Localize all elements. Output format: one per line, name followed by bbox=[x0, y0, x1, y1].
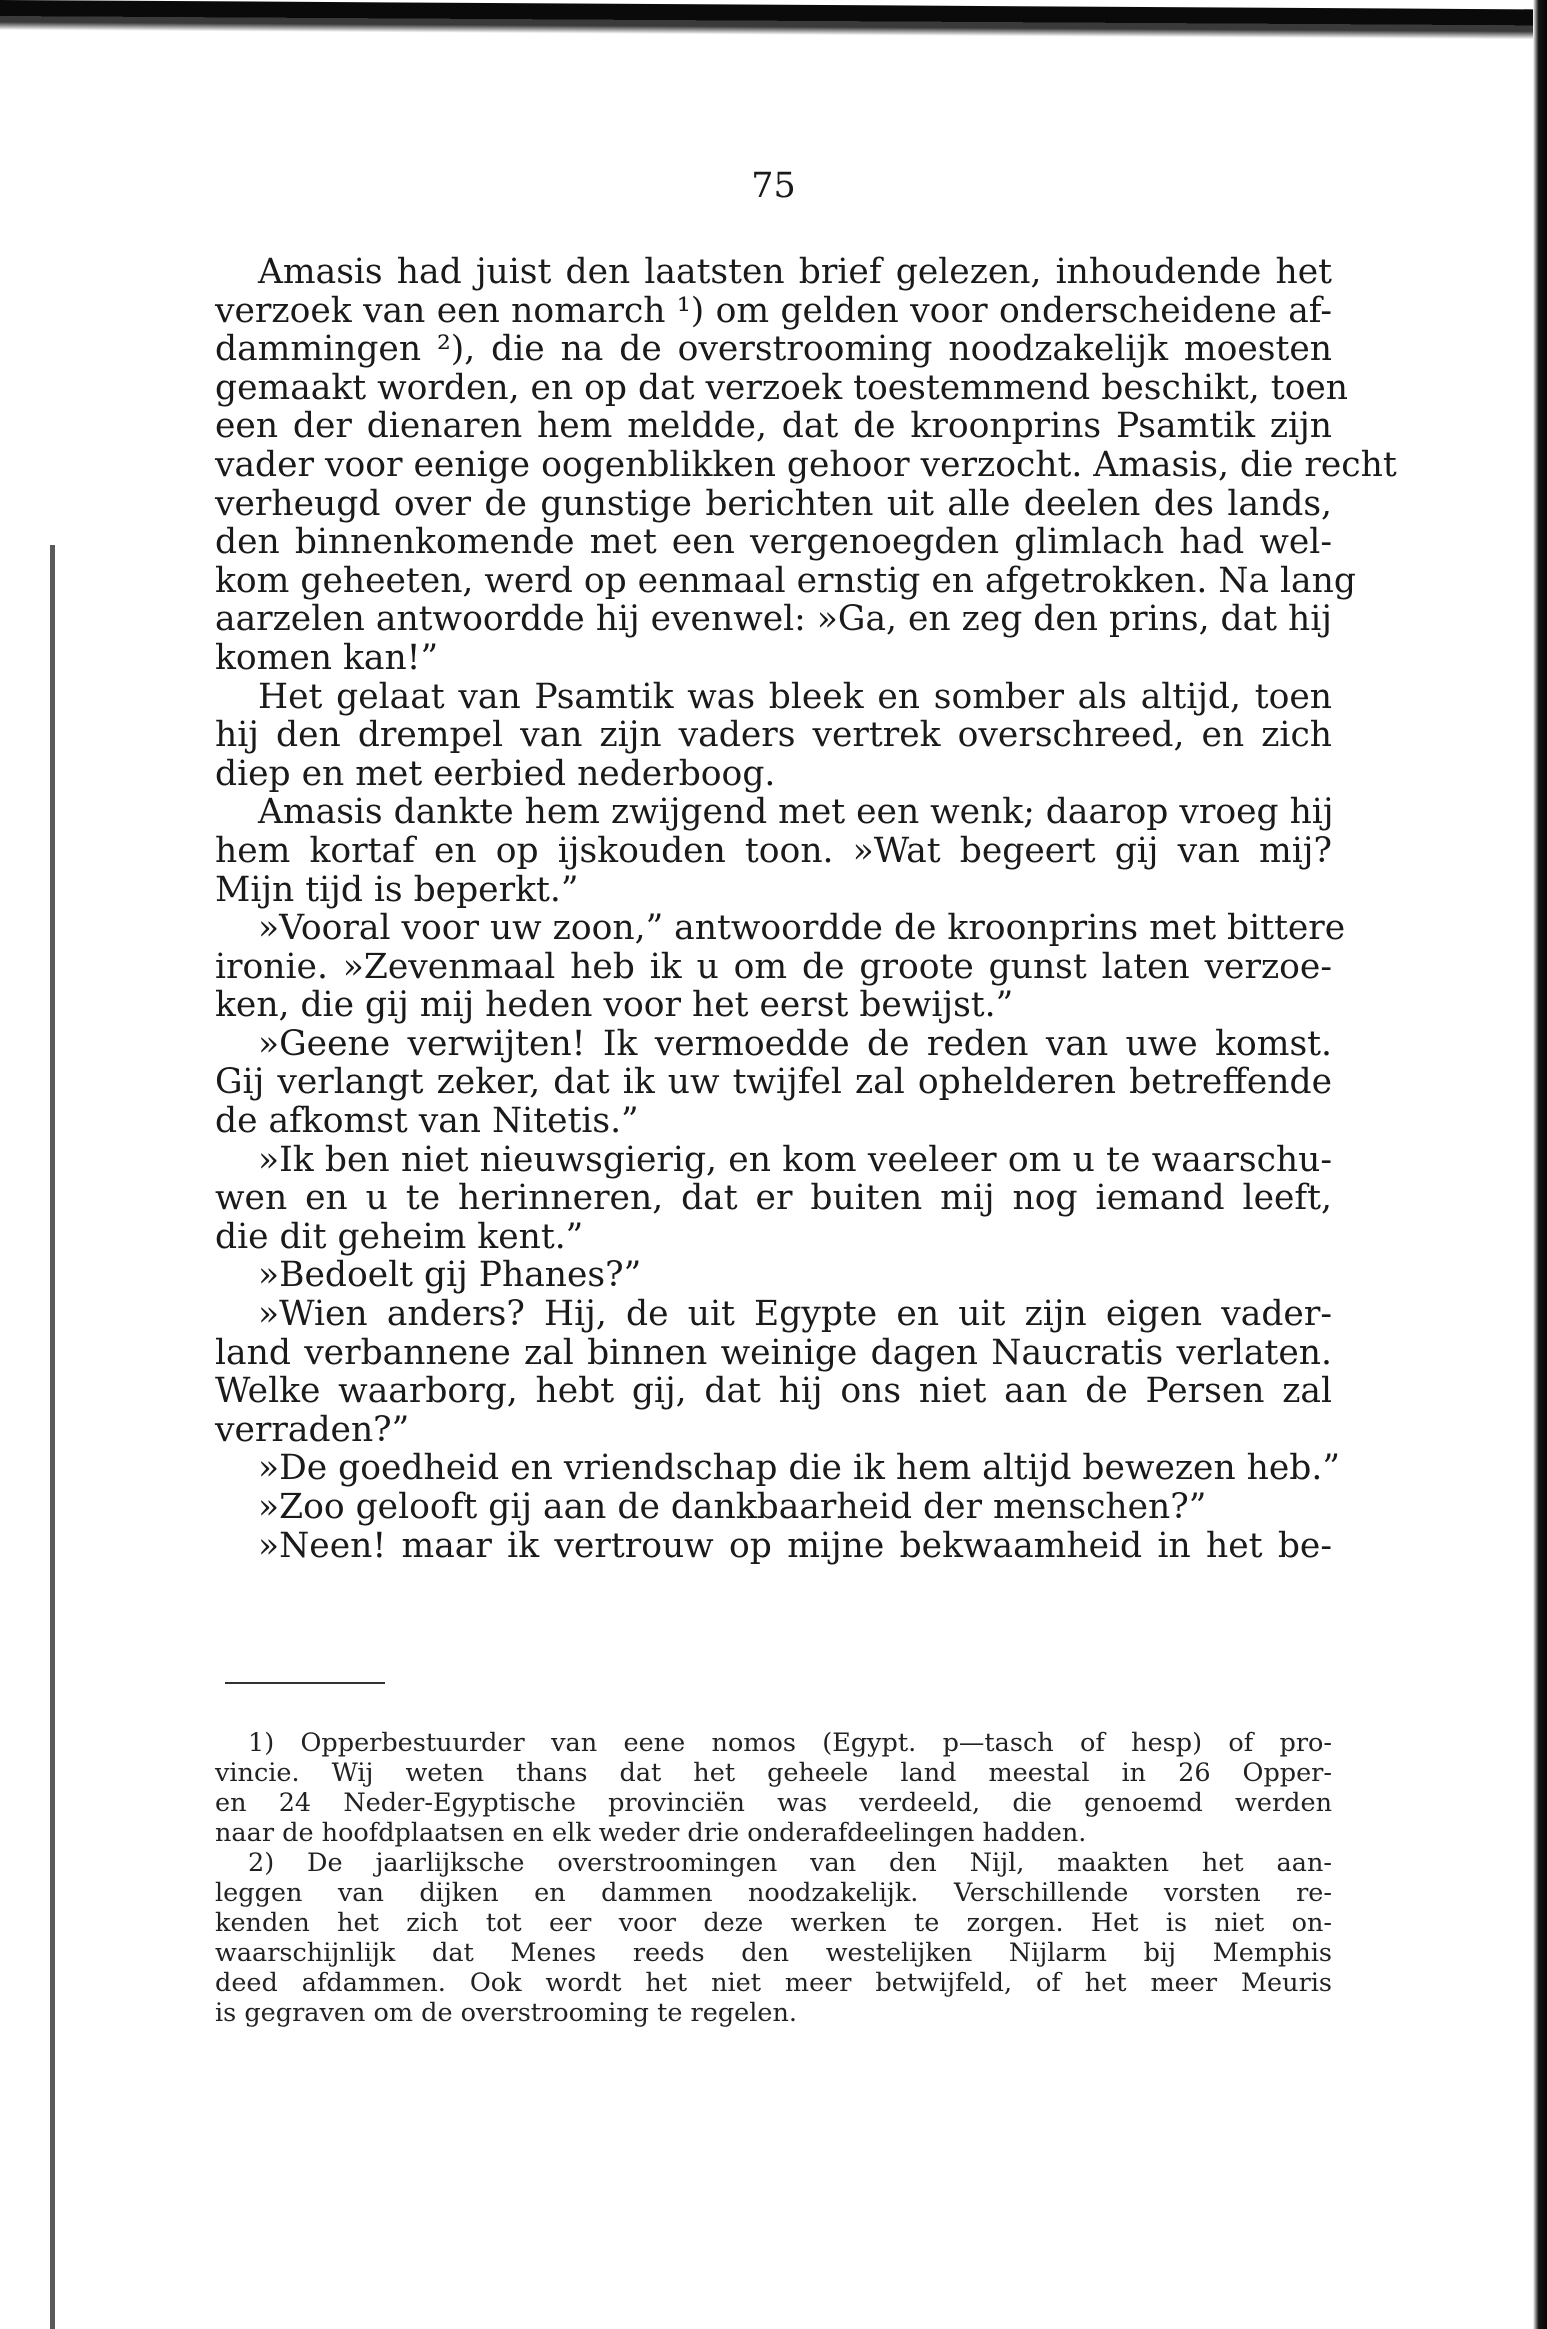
text-line: verraden?” bbox=[215, 1409, 410, 1450]
text-line: verheugd over de gunstige berichten uit alle deelen des lands, bbox=[215, 483, 1332, 524]
footnote-line: vincie. Wij weten thans dat het geheele land meestal in 26 Opper- bbox=[215, 1758, 1332, 1788]
text-line: verzoek van een nomarch ¹) om gelden voor onderscheidene af- bbox=[215, 290, 1332, 331]
text-line: »De goedheid en vriendschap die ik hem altijd bewezen heb.” bbox=[258, 1448, 1340, 1489]
text-line: diep en met eerbied nederboog. bbox=[215, 753, 776, 794]
text-line: aarzelen antwoordde hij evenwel: »Ga, en zeg den prins, dat hij bbox=[215, 599, 1332, 640]
text-line: »Zoo gelooft gij aan de dankbaarheid der menschen?” bbox=[258, 1487, 1207, 1527]
footnote-line: naar de hoofdplaatsen en elk weder drie onderafdeelingen hadden. bbox=[215, 1818, 1087, 1848]
text-line: komen kan!” bbox=[215, 637, 439, 678]
text-line: »Ik ben niet nieuwsgierig, en kom veeleer om u te waarschu- bbox=[258, 1139, 1332, 1180]
footnote-line: en 24 Neder-Egyptische provinciën was verdeeld, die genoemd werden bbox=[215, 1788, 1332, 1818]
footnote-line: deed afdammen. Ook wordt het niet meer betwijfeld, of het meer Meuris bbox=[215, 1968, 1332, 1998]
text-line: de afkomst van Nitetis.” bbox=[215, 1101, 639, 1142]
text-line: »Wien anders? Hij, de uit Egypte en uit zijn eigen vader- bbox=[258, 1294, 1332, 1335]
text-line: wen en u te herinneren, dat er buiten mij nog iemand leeft, bbox=[215, 1178, 1332, 1219]
text-line: Amasis dankte hem zwijgend met een wenk; daarop vroeg hij bbox=[258, 792, 1334, 833]
text-line: een der dienaren hem meldde, dat de kroonprins Psamtik zijn bbox=[215, 406, 1332, 447]
text-line: Gij verlangt zeker, dat ik uw twijfel zal ophelderen betreffende bbox=[215, 1062, 1332, 1103]
footnote-line: 2) De jaarlijksche overstroomingen van den Nijl, maakten het aan- bbox=[248, 1848, 1332, 1878]
page-number: 75 bbox=[751, 166, 796, 206]
text-line: hij den drempel van zijn vaders vertrek overschreed, en zich bbox=[215, 715, 1332, 756]
text-line: Het gelaat van Psamtik was bleek en somber als altijd, toen bbox=[258, 676, 1332, 717]
text-line: land verbannene zal binnen weinige dagen Naucratis verlaten. bbox=[215, 1332, 1332, 1373]
text-line: dammingen ²), die na de overstrooming noodzakelijk moesten bbox=[215, 329, 1332, 370]
text-line: »Geene verwijten! Ik vermoedde de reden van uwe komst. bbox=[258, 1023, 1332, 1064]
footnote-separator bbox=[225, 1682, 385, 1684]
text-line: »Vooral voor uw zoon,” antwoordde de kroonprins met bittere bbox=[258, 908, 1346, 949]
main-text bbox=[215, 252, 1397, 1566]
footnote-line: 1) Opperbestuurder van eene nomos (Egypt. p—tasch of hesp) of pro- bbox=[248, 1728, 1332, 1758]
text-line: Mijn tijd is beperkt.” bbox=[215, 869, 579, 910]
text-line: ken, die gij mij heden voor het eerst bewijst.” bbox=[215, 985, 1014, 1026]
footnote-line: is gegraven om de overstrooming te regelen. bbox=[215, 1998, 798, 2028]
scan-right-edge bbox=[1533, 0, 1547, 2329]
text-line: kom geheeten, werd op eenmaal ernstig en afgetrokken. Na lang bbox=[215, 560, 1356, 601]
text-line: Welke waarborg, hebt gij, dat hij ons niet aan de Persen zal bbox=[215, 1371, 1332, 1412]
text-line: gemaakt worden, en op dat verzoek toestemmend beschikt, toen bbox=[215, 367, 1348, 408]
footnote-line: leggen van dijken en dammen noodzakelijk. Verschillende vorsten re- bbox=[215, 1878, 1332, 1908]
footnote-line: kenden het zich tot eer voor deze werken te zorgen. Het is niet on- bbox=[215, 1908, 1332, 1938]
text-line: Amasis had juist den laatsten brief gelezen, inhoudende het bbox=[258, 252, 1332, 292]
text-line: den binnenkomende met een vergenoegden glimlach had wel- bbox=[215, 522, 1332, 563]
scan-left-edge bbox=[50, 545, 55, 2329]
text-line: »Bedoelt gij Phanes?” bbox=[258, 1255, 642, 1296]
footnotes bbox=[215, 1728, 1332, 2028]
text-line: hem kortaf en op ijskouden toon. »Wat begeert gij van mij? bbox=[215, 830, 1332, 871]
text-line: ironie. »Zevenmaal heb ik u om de groote gunst laten verzoe- bbox=[215, 946, 1332, 987]
text-line: die dit geheim kent.” bbox=[215, 1216, 584, 1257]
scan-top-edge bbox=[0, 0, 1547, 39]
text-line: vader voor eenige oogenblikken gehoor verzocht. Amasis, die recht bbox=[215, 444, 1397, 485]
text-line: »Neen! maar ik vertrouw op mijne bekwaamheid in het be- bbox=[258, 1525, 1332, 1566]
footnote-line: waarschijnlijk dat Menes reeds den westelijken Nijlarm bij Memphis bbox=[215, 1938, 1332, 1968]
